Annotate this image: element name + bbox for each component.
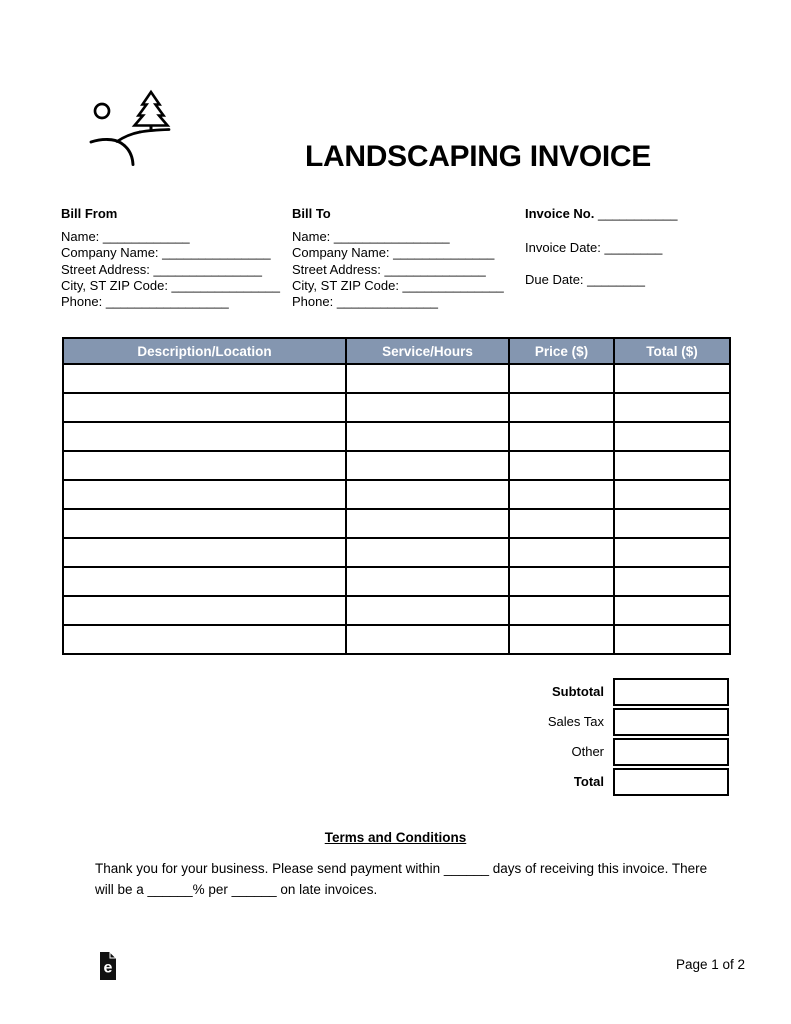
sun-icon [95,104,109,118]
table-cell [509,596,614,625]
table-row [63,567,730,596]
table-cell [63,625,346,654]
col-header-description: Description/Location [63,338,346,364]
table-cell [509,422,614,451]
table-cell [614,393,730,422]
invoice-date-blank: ________ [604,240,663,255]
table-cell [509,480,614,509]
table-cell [509,509,614,538]
eforms-brand-letter: e [103,959,113,977]
invoice-table-body [63,364,730,654]
table-row [63,509,730,538]
table-cell [346,538,509,567]
bill-to-phone-line: Phone: ______________ [292,294,439,310]
subtotal-label: Subtotal [552,684,604,699]
due-date-line [525,272,645,288]
terms-heading: Terms and Conditions [324,830,467,845]
table-cell [63,364,346,393]
bill-to-block [292,206,504,310]
table-cell [63,596,346,625]
terms-line-1: Thank you for your business. Please send payment within ______ days of receiving this invoice. There [95,861,708,876]
totals-section [62,678,729,798]
line-items-table [62,337,731,655]
bill-from-block [61,206,280,310]
table-cell [614,625,730,654]
bill-from-street-line: Street Address: _______________ [61,261,262,277]
totals-row [62,678,729,706]
bill-from-phone-line: Phone: _________________ [61,294,229,310]
table-cell [63,509,346,538]
sales-tax-label: Sales Tax [547,714,604,729]
table-cell [509,567,614,596]
table-header-row [63,338,730,364]
table-cell [614,509,730,538]
bill-to-company-line: Company Name: ______________ [292,245,495,261]
subtotal-value-box [613,678,729,706]
col-header-service: Service/Hours [346,338,509,364]
terms-line-2: will be a ______% per ______ on late invoices. [95,881,378,897]
total-value-box [613,768,729,796]
table-cell [614,567,730,596]
pine-tree-icon [135,92,168,126]
terms-body [95,859,715,900]
table-cell [509,625,614,654]
table-row [63,393,730,422]
invoice-number-blank: ___________ [597,206,678,221]
table-cell [63,451,346,480]
table-row [63,364,730,393]
bill-to-heading: Bill To [292,206,331,221]
page-title: LANDSCAPING INVOICE [305,140,651,173]
hill-curve-line [91,139,133,164]
bill-from-name-line: Name: ____________ [61,229,190,245]
col-header-price: Price ($) [509,338,614,364]
table-cell [509,364,614,393]
table-cell [346,567,509,596]
table-cell [346,625,509,654]
due-date-blank: ________ [587,272,646,287]
totals-row [62,768,729,796]
totals-row [62,708,729,736]
other-value-box [613,738,729,766]
other-label: Other [571,744,604,759]
landscaping-logo [58,83,178,188]
invoice-number-line [525,206,678,222]
table-row [63,422,730,451]
table-row [63,596,730,625]
table-cell [63,567,346,596]
bill-to-city-line: City, ST ZIP Code: ______________ [292,277,504,293]
hill-rise-line [117,132,140,142]
tree-ground-line [140,130,169,133]
bill-from-city-line: City, ST ZIP Code: _______________ [61,277,280,293]
table-cell [614,596,730,625]
table-cell [346,509,509,538]
table-row [63,480,730,509]
table-cell [614,422,730,451]
table-cell [346,393,509,422]
invoice-date-line [525,240,662,256]
table-cell [63,422,346,451]
table-cell [509,451,614,480]
invoice-date-label: Invoice Date: [525,240,601,255]
table-cell [614,364,730,393]
table-cell [346,364,509,393]
bill-to-name-line: Name: ________________ [292,229,450,245]
table-cell [63,393,346,422]
bill-from-company-line: Company Name: _______________ [61,245,271,261]
sales-tax-value-box [613,708,729,736]
totals-row [62,738,729,766]
table-cell [63,538,346,567]
table-cell [509,393,614,422]
table-cell [346,480,509,509]
col-header-total: Total ($) [614,338,730,364]
table-cell [346,451,509,480]
table-cell [614,538,730,567]
page-number: Page 1 of 2 [675,957,745,972]
table-cell [346,596,509,625]
eforms-document-icon [98,952,118,980]
table-cell [509,538,614,567]
table-cell [63,480,346,509]
table-row [63,625,730,654]
eforms-logo [98,952,118,985]
table-cell [614,451,730,480]
table-row [63,538,730,567]
table-cell [346,422,509,451]
table-cell [614,480,730,509]
bill-from-heading: Bill From [61,206,118,221]
bill-to-street-line: Street Address: ______________ [292,261,486,277]
landscaping-scene-icon [58,83,178,183]
due-date-label: Due Date: [525,272,584,287]
table-row [63,451,730,480]
total-label: Total [573,774,604,789]
invoice-number-label: Invoice No. [525,206,595,221]
